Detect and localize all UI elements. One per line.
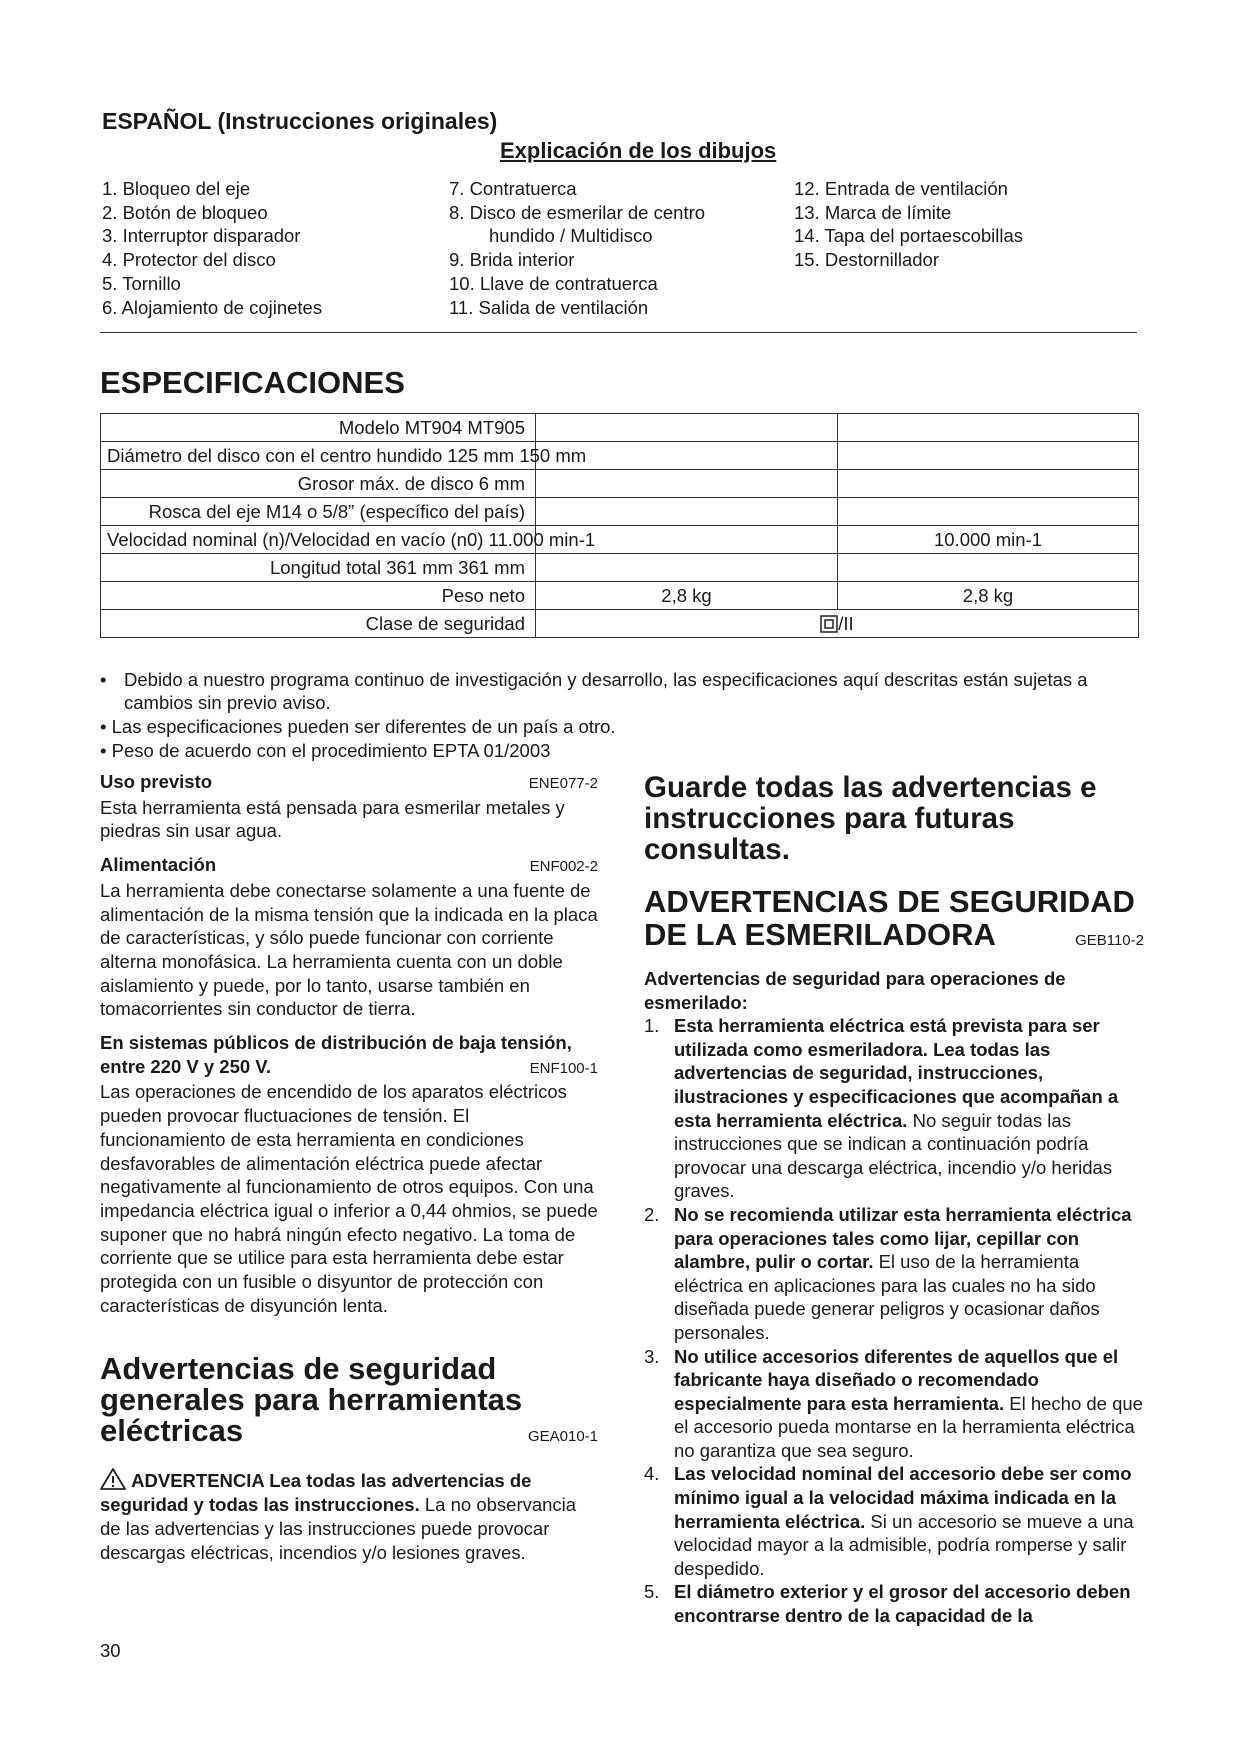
table-row (101, 554, 1139, 582)
warning-list (644, 1014, 1144, 1627)
legend-item: 1. Bloqueo del eje (102, 178, 251, 199)
warning-block (100, 1468, 598, 1564)
legend-column-2 (449, 177, 705, 319)
spec-value (838, 442, 1139, 470)
legend-item: 12. Entrada de ventilación (794, 178, 1008, 199)
item-number: 2. (644, 1203, 660, 1225)
language-title: ESPAÑOL (Instrucciones originales) (102, 108, 498, 134)
bullet-icon: • (100, 669, 107, 690)
spec-notes (100, 668, 1140, 762)
grinder-warnings-title: ADVERTENCIAS DE SEGURIDAD (644, 884, 1135, 919)
legend-item: 6. Alojamiento de cojinetes (102, 296, 323, 318)
uso-heading (100, 770, 598, 796)
table-row (101, 414, 1139, 442)
drawings-title: Explicación de los dibujos (500, 138, 777, 163)
safety-class-value: /II (838, 612, 854, 634)
item-number: 4. (644, 1463, 660, 1485)
table-row (101, 470, 1139, 498)
table-row (101, 526, 1139, 554)
alim-heading (100, 853, 598, 879)
note-text: Debido a nuestro programa continuo de investigación y desarrollo, las especificaciones aquí descritas están sujetas a cambios sin previo aviso. (124, 669, 1088, 713)
table-row (101, 498, 1139, 526)
legend-item: 8. Disco de esmerilar de centro (449, 201, 706, 223)
note-item: • Peso de acuerdo con el procedimiento EPTA 01/2003 (100, 740, 551, 761)
spec-label: Peso neto (101, 582, 536, 610)
list-item (644, 1580, 1144, 1627)
double-insulation-icon (820, 613, 838, 634)
spec-label: Velocidad nominal (n)/Velocidad en vacío (n0) 11.000 min-1 (101, 526, 536, 554)
spec-value (536, 414, 838, 442)
section-title: entre 220 V y 250 V. (100, 1055, 272, 1077)
section-text: Las operaciones de encendido de los aparatos eléctricos pueden provocar fluctuaciones de tensión. El funcionamiento de esta herramienta en condiciones desfavorables de alimentación eléctrica puede afectar negativamente al funcionamiento de otros equipos. Con una impedancia eléctrica igual o inferior a 0,44 ohmios, se puede suponer que no habrá ningún efecto negativo. La toma de corriente que se utilice para esta herramienta debe estar protegida con un fusible o disyuntor de protección con características de disyunción lenta. (100, 1081, 598, 1316)
spec-value: 10.000 min-1 (838, 526, 1139, 554)
grinding-subheading: Advertencias de seguridad para operaciones de esmerilado: (644, 968, 1066, 1013)
specs-table (100, 413, 1139, 638)
spec-label: Rosca del eje M14 o 5/8” (específico del país) (101, 498, 536, 526)
section-text: La herramienta debe conectarse solamente a una fuente de alimentación de la misma tensión que la indicada en la placa de características, y sólo puede funcionar con corriente alterna monofásica. La herramienta cuenta con un doble aislamiento y puede, por lo tanto, usarse también en tomacorrientes sin conductor de tierra. (100, 879, 598, 1020)
spec-value: 2,8 kg (838, 582, 1139, 610)
note-item (100, 668, 1140, 714)
table-row (101, 610, 1139, 638)
spec-value (536, 470, 838, 498)
warning-text: La no observancia de las advertencias y las instrucciones puede provocar descargas eléctricas, incendios y/o lesiones graves. (100, 1494, 577, 1563)
table-row (101, 582, 1139, 610)
list-item (644, 1203, 1144, 1345)
spec-label: Diámetro del disco con el centro hundido 125 mm 150 mm (101, 442, 536, 470)
spec-value (838, 498, 1139, 526)
specs-title: ESPECIFICACIONES (100, 365, 405, 400)
section-code: ENF100-1 (529, 1059, 598, 1077)
spec-value (838, 414, 1139, 442)
right-column (644, 772, 1144, 1628)
general-warnings-title: Advertencias de seguridad (100, 1351, 497, 1387)
spec-value: 2,8 kg (536, 582, 838, 610)
spec-value (536, 498, 838, 526)
item-bold: Las velocidad nominal del accesorio debe ser como mínimo igual a la velocidad máxima indicada en la herramienta eléctrica. (674, 1463, 1132, 1532)
general-warnings-heading (100, 1415, 598, 1452)
spec-value (838, 470, 1139, 498)
legend-item: 13. Marca de límite (794, 201, 952, 223)
legend-item: 11. Salida de ventilación (449, 296, 649, 318)
section-title: Alimentación (100, 854, 217, 876)
list-item (644, 1014, 1144, 1203)
legend-item: 9. Brida interior (449, 249, 575, 271)
legend-item: hundido / Multidisco (489, 225, 653, 247)
item-text: Si un accesorio se mueve a una velocidad mayor a la admisible, podría romperse y salir despedido. (674, 1510, 1134, 1579)
item-text: No seguir todas las instrucciones que se indican a continuación podría provocar una descarga eléctrica, incendio y/o heridas graves. (674, 1109, 1113, 1202)
legend-column-3 (794, 177, 1023, 272)
item-bold: Esta herramienta eléctrica está prevista para ser utilizada como esmeriladora. Lea todas las advertencias de seguridad, instrucciones, ilustraciones y especificaciones que acompañan a esta herramienta eléctrica. (674, 1015, 1119, 1131)
list-item (644, 1462, 1144, 1580)
section-code: GEA010-1 (527, 1428, 598, 1446)
divider (100, 332, 1137, 333)
legend-item: 7. Contratuerca (449, 178, 577, 199)
section-title: eléctricas (100, 1413, 244, 1449)
legend-item: 5. Tornillo (102, 272, 181, 294)
legend-item: 10. Llave de contratuerca (449, 272, 658, 294)
spec-label: Grosor máx. de disco 6 mm (101, 470, 536, 498)
item-number: 1. (644, 1015, 660, 1037)
item-text: El hecho de que el accesorio pueda montarse en la herramienta eléctrica no garantiza que sea seguro. (674, 1392, 1143, 1461)
section-title: En sistemas públicos de distribución de baja tensión, (100, 1032, 572, 1054)
section-code: ENE077-2 (528, 775, 598, 792)
list-item (644, 1345, 1144, 1463)
note-item: • Las especificaciones pueden ser diferentes de un país a otro. (100, 716, 616, 737)
item-number: 3. (644, 1345, 660, 1367)
left-column (100, 770, 598, 1564)
legend-item: 14. Tapa del portaescobillas (794, 225, 1024, 247)
item-bold: No se recomienda utilizar esta herramienta eléctrica para operaciones tales como lijar, cepillar con alambre, pulir o cortar. (674, 1203, 1132, 1273)
spec-value-merged (536, 610, 1139, 638)
warning-triangle-icon (100, 1470, 126, 1491)
legend-item: 3. Interruptor disparador (102, 225, 301, 247)
item-number: 5. (644, 1581, 660, 1603)
item-bold: El diámetro exterior y el grosor del accesorio deben encontrarse dentro de la capacidad de la (674, 1581, 1131, 1627)
section-code: ENF002-2 (529, 858, 598, 876)
legend-item: 15. Destornillador (794, 249, 939, 271)
legend-column-1 (102, 177, 322, 319)
page-number: 30 (100, 1640, 121, 1661)
sistemas-heading (100, 1055, 598, 1081)
section-text: Esta herramienta está pensada para esmerilar metales y piedras sin usar agua. (100, 796, 565, 842)
legend-item: 2. Botón de bloqueo (102, 201, 268, 223)
legend-item: 4. Protector del disco (102, 249, 276, 271)
grinder-warnings-heading (644, 918, 1144, 957)
section-title: DE LA ESMERILADORA (644, 917, 996, 952)
keep-instructions-title: Guarde todas las advertencias e instrucciones para futuras consultas. (644, 771, 1097, 866)
section-code: GEB110-2 (1075, 932, 1144, 949)
warning-bold: ADVERTENCIA Lea todas las advertencias de seguridad y todas las instrucciones. (100, 1470, 532, 1516)
section-title: Uso previsto (100, 771, 213, 792)
spec-value (536, 554, 838, 582)
item-text: El uso de la herramienta eléctrica en aplicaciones para las cuales no ha sido diseñada puede generar peligros y ocasionar daños personales. (674, 1251, 1100, 1343)
table-row (101, 442, 1139, 470)
spec-value (838, 554, 1139, 582)
item-bold: No utilice accesorios diferentes de aquellos que el fabricante haya diseñado o recomendado especialmente para esta herramienta. (674, 1345, 1119, 1414)
general-warnings-title: generales para herramientas (100, 1382, 523, 1418)
spec-label: Clase de seguridad (101, 610, 536, 638)
spec-label: Longitud total 361 mm 361 mm (101, 554, 536, 582)
spec-label: Modelo MT904 MT905 (101, 414, 536, 442)
